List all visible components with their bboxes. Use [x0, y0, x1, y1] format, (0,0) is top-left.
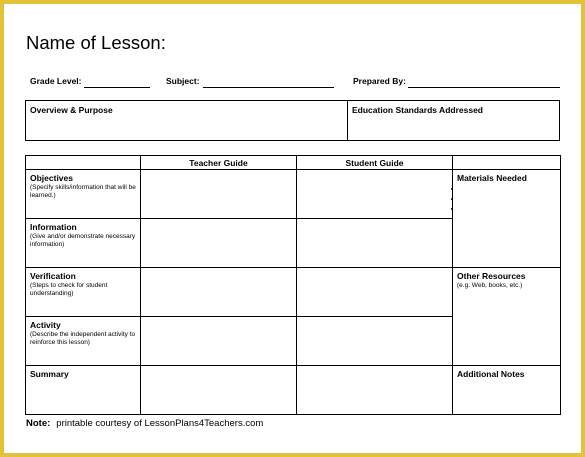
- materials-list: [453, 185, 560, 215]
- header-student-guide: Student Guide: [297, 156, 453, 170]
- row-summary: [26, 366, 141, 415]
- materials-bullet: [461, 205, 560, 215]
- note-label: Note:: [26, 418, 51, 429]
- standards-box: [347, 100, 560, 141]
- summary-student-cell: [297, 366, 453, 415]
- prepared-by-label: Prepared By:: [353, 76, 406, 86]
- verification-sub: (Steps to check for student understanding): [30, 282, 108, 297]
- resources-label: Other Resources: [457, 271, 526, 281]
- activity-teacher-cell: [141, 317, 297, 366]
- grade-level-line: [84, 87, 150, 88]
- grade-level-label: Grade Level:: [30, 76, 82, 86]
- lesson-plan-page: [4, 4, 581, 453]
- note-text: printable courtesy of LessonPlans4Teachers.com: [56, 418, 264, 429]
- lesson-grid: [25, 155, 561, 415]
- prepared-by-line: [408, 87, 560, 88]
- header-teacher-guide: Teacher Guide: [141, 156, 297, 170]
- verification-teacher-cell: [141, 268, 297, 317]
- resources-sub: (e.g. Web, books, etc.): [457, 282, 523, 289]
- materials-label: Materials Needed: [457, 173, 527, 183]
- activity-student-cell: [297, 317, 453, 366]
- materials-bullet: [461, 195, 560, 205]
- objectives-teacher-cell: [141, 170, 297, 219]
- verification-label: Verification: [30, 271, 76, 281]
- lesson-title: Name of Lesson:: [26, 32, 166, 53]
- subject-label: Subject:: [166, 76, 200, 86]
- footer-note: [26, 418, 263, 429]
- overview-label: Overview & Purpose: [30, 105, 113, 115]
- information-label: Information: [30, 222, 77, 232]
- header-side-empty: [453, 156, 561, 170]
- objectives-sub: (Specify skills/information that will be learned.): [30, 184, 136, 199]
- summary-label: Summary: [30, 369, 69, 379]
- activity-sub: (Describe the independent activity to reinforce this lesson): [30, 331, 136, 346]
- row-information: [26, 219, 141, 268]
- materials-cell: [453, 170, 561, 268]
- verification-student-cell: [297, 268, 453, 317]
- subject-line: [203, 87, 334, 88]
- notes-cell: [453, 366, 561, 415]
- header-empty: [26, 156, 141, 170]
- summary-teacher-cell: [141, 366, 297, 415]
- row-activity: [26, 317, 141, 366]
- materials-bullet: [461, 185, 560, 195]
- information-student-cell: [297, 219, 453, 268]
- row-objectives: [26, 170, 141, 219]
- activity-label: Activity: [30, 320, 61, 330]
- row-verification: [26, 268, 141, 317]
- notes-label: Additional Notes: [457, 369, 525, 379]
- overview-box: [25, 100, 348, 141]
- information-teacher-cell: [141, 219, 297, 268]
- standards-label: Education Standards Addressed: [352, 105, 483, 115]
- resources-cell: [453, 268, 561, 366]
- information-sub: (Give and/or demonstrate necessary information): [30, 233, 136, 248]
- objectives-student-cell: [297, 170, 453, 219]
- objectives-label: Objectives: [30, 173, 73, 183]
